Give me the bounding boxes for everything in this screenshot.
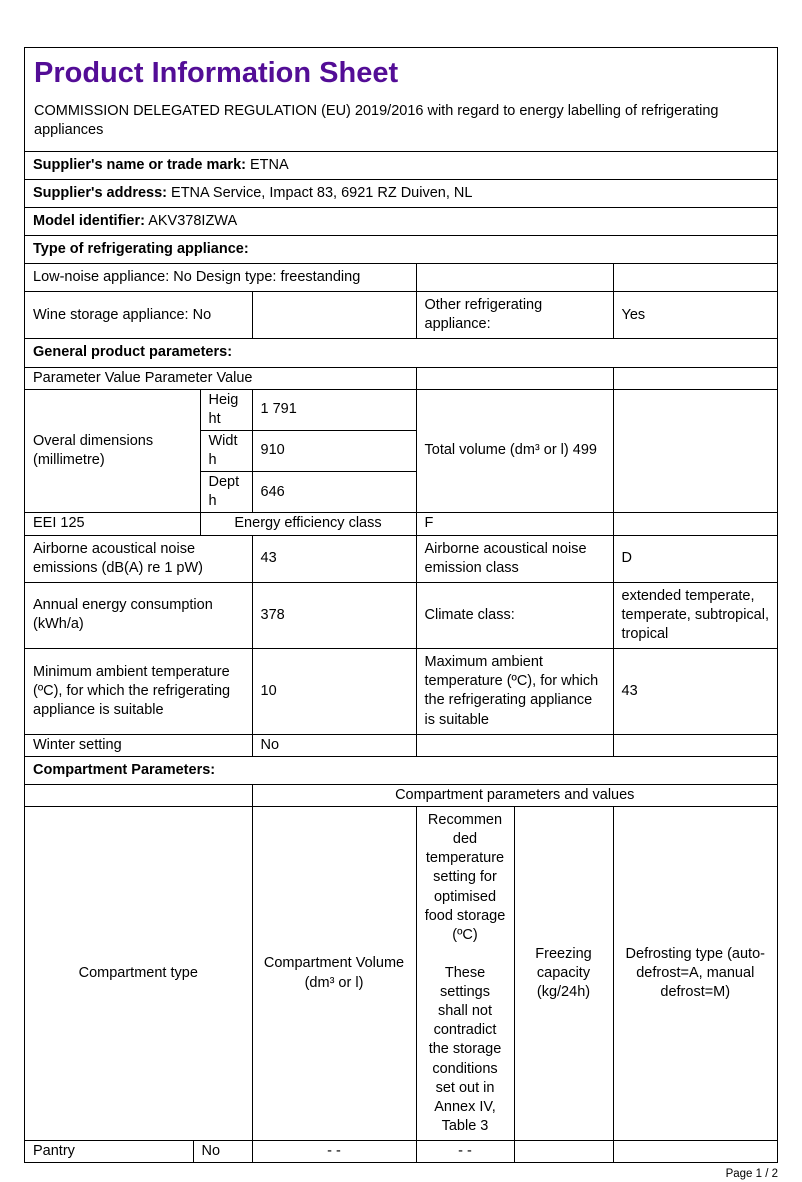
depth-value-cell: 646 <box>252 472 416 513</box>
low-noise-cell: Low-noise appliance: No Design type: freestanding <box>25 264 416 292</box>
type-heading-cell: Type of refrigerating appliance: <box>25 235 777 263</box>
regulation-text: COMMISSION DELEGATED REGULATION (EU) 2019/2016 with regard to energy labelling of refrigerating appliances <box>34 103 719 139</box>
parameter-header-cell: Parameter Value Parameter Value <box>25 367 416 389</box>
winter-label-cell: Winter setting <box>25 734 252 756</box>
pantry-temp-cell: - - <box>416 1141 514 1163</box>
noise-value-cell: 43 <box>252 535 416 582</box>
pantry-defrost-cell <box>613 1141 777 1163</box>
min-temp-label-cell: Minimum ambient temperature (ºC), for which the refrigerating appliance is suitable <box>25 649 252 735</box>
supplier-address-value: ETNA Service, Impact 83, 6921 RZ Duiven, NL <box>171 184 473 201</box>
min-temp-value-cell: 10 <box>252 649 416 735</box>
compartment-table-title-cell: Compartment parameters and values <box>252 784 777 806</box>
product-parameters-table <box>25 151 777 785</box>
height-value-cell: 1 791 <box>252 389 416 430</box>
width-value-cell: 910 <box>252 430 416 471</box>
model-identifier-value: AKV378IZWA <box>148 212 238 229</box>
parameter-header-row <box>25 367 777 389</box>
empty-cell <box>613 264 777 292</box>
other-appliance-label-cell: Other refrigerating appliance: <box>416 292 613 339</box>
eei-cell: EEI 125 <box>25 513 200 535</box>
noise-row <box>25 535 777 582</box>
page-footer <box>24 1167 778 1182</box>
col-recommended-temp <box>416 807 514 1141</box>
col-compartment-volume: Compartment Volume (dm³ or l) <box>252 807 416 1141</box>
sheet-header <box>25 48 777 151</box>
noise-class-value-cell: D <box>613 535 777 582</box>
compartment-heading-cell: Compartment Parameters: <box>25 756 777 784</box>
winter-setting-row <box>25 734 777 756</box>
empty-cell <box>613 513 777 535</box>
wine-storage-cell: Wine storage appliance: No <box>25 292 252 339</box>
dimensions-label-cell: Overal dimensions (millimetre) <box>25 389 200 513</box>
empty-cell <box>613 367 777 389</box>
low-noise-row <box>25 264 777 292</box>
pantry-row <box>25 1141 777 1163</box>
empty-cell <box>25 784 252 806</box>
compartment-table <box>25 784 777 1162</box>
pantry-freezing-cell <box>514 1141 613 1163</box>
empty-cell <box>416 734 613 756</box>
other-appliance-value-cell: Yes <box>613 292 777 339</box>
empty-cell <box>613 389 777 513</box>
col-recommended-temp-text-2: These settings shall not contradict the storage conditions set out in Annex IV, Table 3 <box>428 964 502 1134</box>
ambient-temp-row <box>25 649 777 735</box>
model-identifier-row <box>25 207 777 235</box>
max-temp-value-cell: 43 <box>613 649 777 735</box>
noise-class-label-cell: Airborne acoustical noise emission class <box>416 535 613 582</box>
pantry-volume-cell: - - <box>252 1141 416 1163</box>
pantry-name-cell: Pantry <box>25 1141 193 1163</box>
general-heading-cell: General product parameters: <box>25 339 777 367</box>
max-temp-label-cell: Maximum ambient temperature (ºC), for which the refrigerating appliance is suitable <box>416 649 613 735</box>
eei-row <box>25 513 777 535</box>
energy-label-cell: Annual energy consumption (kWh/a) <box>25 582 252 648</box>
supplier-name-row <box>25 151 777 179</box>
empty-cell <box>252 292 416 339</box>
col-freezing-capacity: Freezing capacity (kg/24h) <box>514 807 613 1141</box>
general-heading-row <box>25 339 777 367</box>
col-recommended-temp-text-1: Recommended temperature setting for optimised food storage (ºC) <box>424 812 506 943</box>
empty-cell <box>416 367 613 389</box>
width-label-cell: Width <box>200 430 252 471</box>
compartment-heading-row <box>25 756 777 784</box>
energy-class-label-cell: Energy efficiency class <box>200 513 416 535</box>
page-title: Product Information Sheet <box>34 57 399 89</box>
height-label-cell: Height <box>200 389 252 430</box>
col-defrosting-type: Defrosting type (auto-defrost=A, manual defrost=M) <box>613 807 777 1141</box>
compartment-title-row <box>25 784 777 806</box>
model-identifier-cell <box>25 207 777 235</box>
energy-class-value-cell: F <box>416 513 613 535</box>
winter-value-cell: No <box>252 734 416 756</box>
product-information-sheet <box>24 47 778 1163</box>
total-volume-cell: Total volume (dm³ or l) 499 <box>416 389 613 513</box>
supplier-name-label: Supplier's name or trade mark: <box>33 156 246 173</box>
empty-cell <box>613 734 777 756</box>
supplier-name-cell <box>25 151 777 179</box>
empty-cell <box>416 264 613 292</box>
page-number: Page 1 / 2 <box>725 1168 778 1181</box>
wine-storage-row <box>25 292 777 339</box>
dimensions-row-height <box>25 389 777 430</box>
type-heading-row <box>25 235 777 263</box>
supplier-name-value: ETNA <box>250 156 289 173</box>
depth-label-cell: Depth <box>200 472 252 513</box>
supplier-address-label: Supplier's address: <box>33 184 167 201</box>
supplier-address-cell <box>25 179 777 207</box>
pantry-present-cell: No <box>193 1141 252 1163</box>
supplier-address-row <box>25 179 777 207</box>
model-identifier-label: Model identifier: <box>33 212 145 229</box>
energy-row <box>25 582 777 648</box>
col-compartment-type: Compartment type <box>25 807 252 1141</box>
compartment-header-row <box>25 807 777 1141</box>
energy-value-cell: 378 <box>252 582 416 648</box>
climate-value-cell: extended temperate, temperate, subtropical, tropical <box>613 582 777 648</box>
noise-label-cell: Airborne acoustical noise emissions (dB(A) re 1 pW) <box>25 535 252 582</box>
climate-label-cell: Climate class: <box>416 582 613 648</box>
